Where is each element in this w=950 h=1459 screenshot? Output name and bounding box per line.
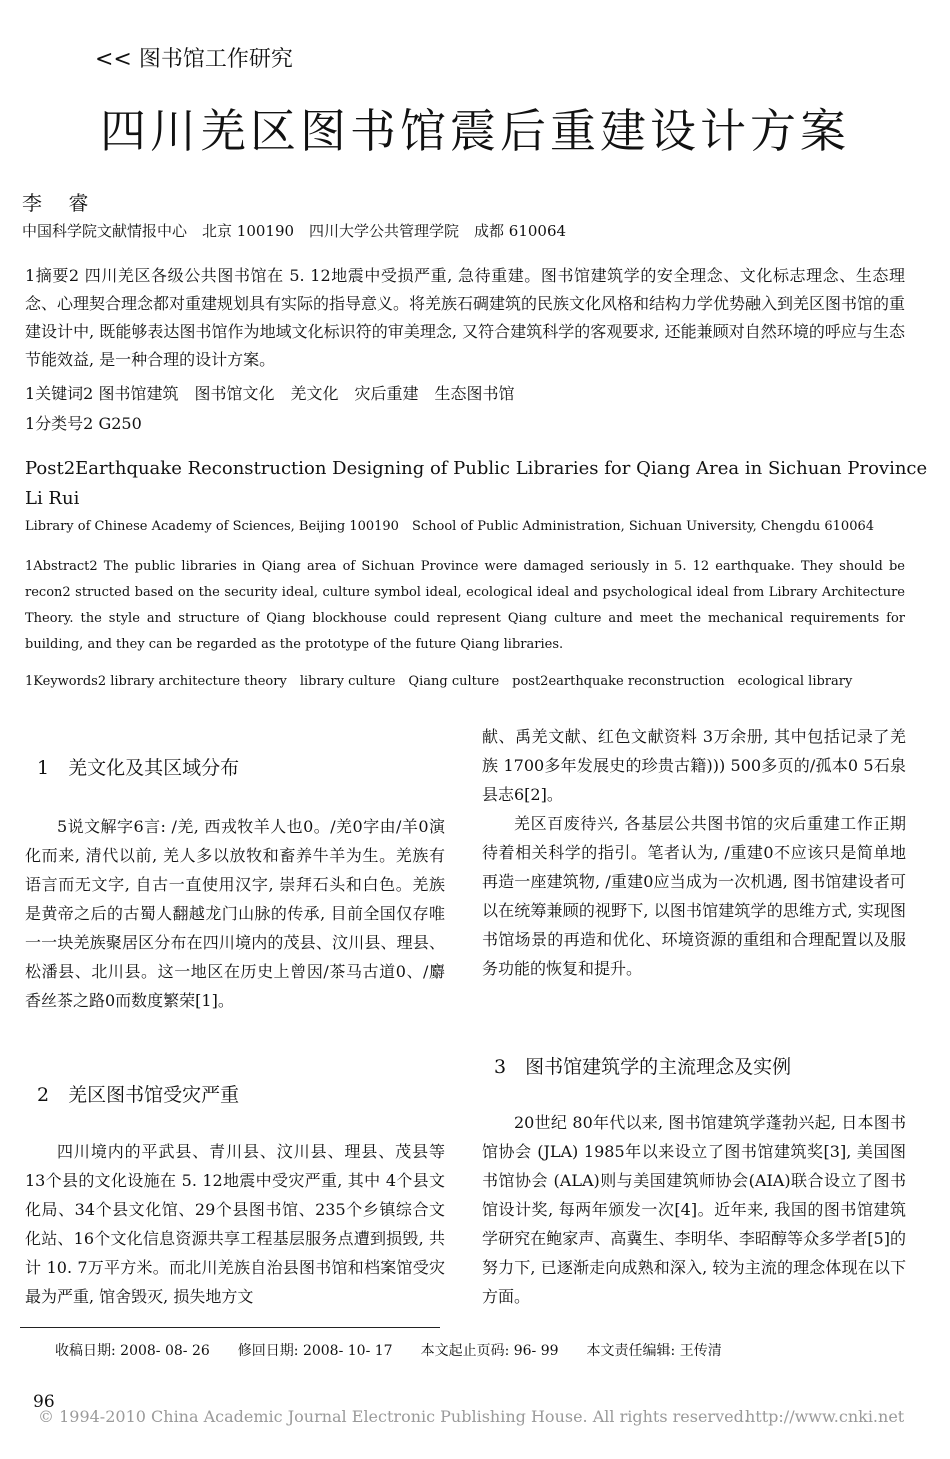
section-2-body — [25, 1137, 445, 1311]
section-3-body — [482, 1108, 906, 1311]
classification-number: 1分类号2 G250 — [25, 414, 142, 433]
paragraph: 5说文解字6言: /羌, 西戎牧羊人也0。/羌0字由/羊0演化而来, 清代以前, 羌人多以放牧和畜养牛羊为生。羌族有语言而无文字, 自古一直使用汉字, 崇拜石头和白色。羌族是黄帝之后的古蜀人翻越龙门山脉的传承, 目前全国仅存唯一一块羌族聚居区分布在四川境内的茂县、汶川县、理县、松潘县、北川县。这一地区在历史上曾因/茶马古道0、/麝香丝茶之路0而数度繁荣[1]。 — [25, 817, 445, 1010]
paragraph: 献、禹羌文献、红色文献资料 3万余册, 其中包括记录了羌族 1700多年发展史的珍贵古籍))) 500多页的/孤本0 5石泉县志6[2]。 — [482, 727, 906, 804]
paragraph: 羌区百废待兴, 各基层公共图书馆的灾后重建工作正期待着相关科学的指引。笔者认为, /重建0不应该只是简单地再造一座建筑物, /重建0应当成为一次机遇, 图书馆建设者可以在统筹兼顾的视野下, 以图书馆建筑学的思维方式, 实现图书馆场景的再造和优化、环境资源的重组和合理配置以及服务功能的恢复和提升。 — [482, 814, 906, 978]
english-abstract: 1Abstract2 The public libraries in Qiang area of Sichuan Province were damaged seriously in 5. 12 earthquake. They should be recon2 structed based on the security ideal, culture symbol ideal, ecological ideal and psychological ideal from Library Architecture Theory. the style and structure of Qiang blockhouse could represent Qiang culture and meet the mechanical requirements for building, and they can be regarded as the prototype of the future Qiang libraries. — [25, 559, 905, 652]
page-number: 96 — [33, 1392, 55, 1412]
author-affiliation: 中国科学院文献情报中心 北京 100190 四川大学公共管理学院 成都 610064 — [22, 222, 567, 240]
footnote: 收稿日期: 2008- 08- 26 修回日期: 2008- 10- 17 本文起止页码: 96- 99 本文责任编辑: 王传清 — [55, 1343, 722, 1359]
english-title: Post2Earthquake Reconstruction Designing of Public Libraries for Qiang Area in Sichuan Province — [25, 458, 928, 479]
section-2-heading: 2 羌区图书馆受灾严重 — [37, 1084, 240, 1106]
english-affiliation: Library of Chinese Academy of Sciences, Beijing 100190 School of Public Administration, Sichuan University, Chengdu 610064 — [25, 519, 875, 534]
paragraph: 20世纪 80年代以来, 图书馆建筑学蓬勃兴起, 日本图书馆协会 (JLA) 1985年以来设立了图书馆建筑奖[3], 美国图书馆协会 (ALA)则与美国建筑师协会(AIA)联合设立了图书馆设计奖, 每两年颁发一次[4]。近年来, 我国的图书馆建筑学研究在鲍家声、高冀生、李明华、李昭醇等众多学者[5]的努力下, 已逐渐走向成熟和深入, 较为主流的理念体现在以下方面。 — [482, 1113, 906, 1306]
cnki-url[interactable]: http://www.cnki.net — [745, 1407, 905, 1426]
keywords-cn: 1关键词2 图书馆建筑 图书馆文化 羌文化 灾后重建 生态图书馆 — [25, 384, 515, 403]
section-tag: << 图书馆工作研究 — [95, 47, 293, 72]
author-name: 李 睿 — [22, 191, 99, 215]
page-title: 四川羌区图书馆震后重建设计方案 — [100, 104, 850, 158]
right-column-top — [482, 722, 906, 983]
copyright-notice: © 1994-2010 China Academic Journal Electronic Publishing House. All rights reserved. — [38, 1407, 749, 1426]
english-keywords: 1Keywords2 library architecture theory library culture Qiang culture post2earthquake reconstruction ecological library — [25, 674, 853, 689]
paragraph: 四川境内的平武县、青川县、汶川县、理县、茂县等13个县的文化设施在 5. 12地震中受灾严重, 其中 4个县文化局、34个县文化馆、29个县图书馆、235个乡镇综合文化站、16个文化信息资源共享工程基层服务点遭到损毁, 共计 10. 7万平方米。而北川羌族自治县图书馆和档案馆受灾最为严重, 馆舍毁灭, 损失地方文 — [25, 1142, 445, 1306]
section-3-heading: 3 图书馆建筑学的主流理念及实例 — [494, 1056, 792, 1078]
footnote-divider — [20, 1327, 440, 1328]
english-author: Li Rui — [25, 488, 80, 509]
section-1-heading: 1 羌文化及其区域分布 — [37, 757, 240, 779]
section-1-body — [25, 812, 445, 1015]
abstract-cn: 1摘要2 四川羌区各级公共图书馆在 5. 12地震中受损严重, 急待重建。图书馆建筑学的安全理念、文化标志理念、生态理念、心理契合理念都对重建规划具有实际的指导意义。将羌族石碉建筑的民族文化风格和结构力学优势融入到羌区图书馆的重建设计中, 既能够表达图书馆作为地域文化标识符的审美理念, 又符合建筑科学的客观要求, 还能兼顾对自然环境的呼应与生态节能效益, 是一种合理的设计方案。 — [25, 266, 906, 369]
